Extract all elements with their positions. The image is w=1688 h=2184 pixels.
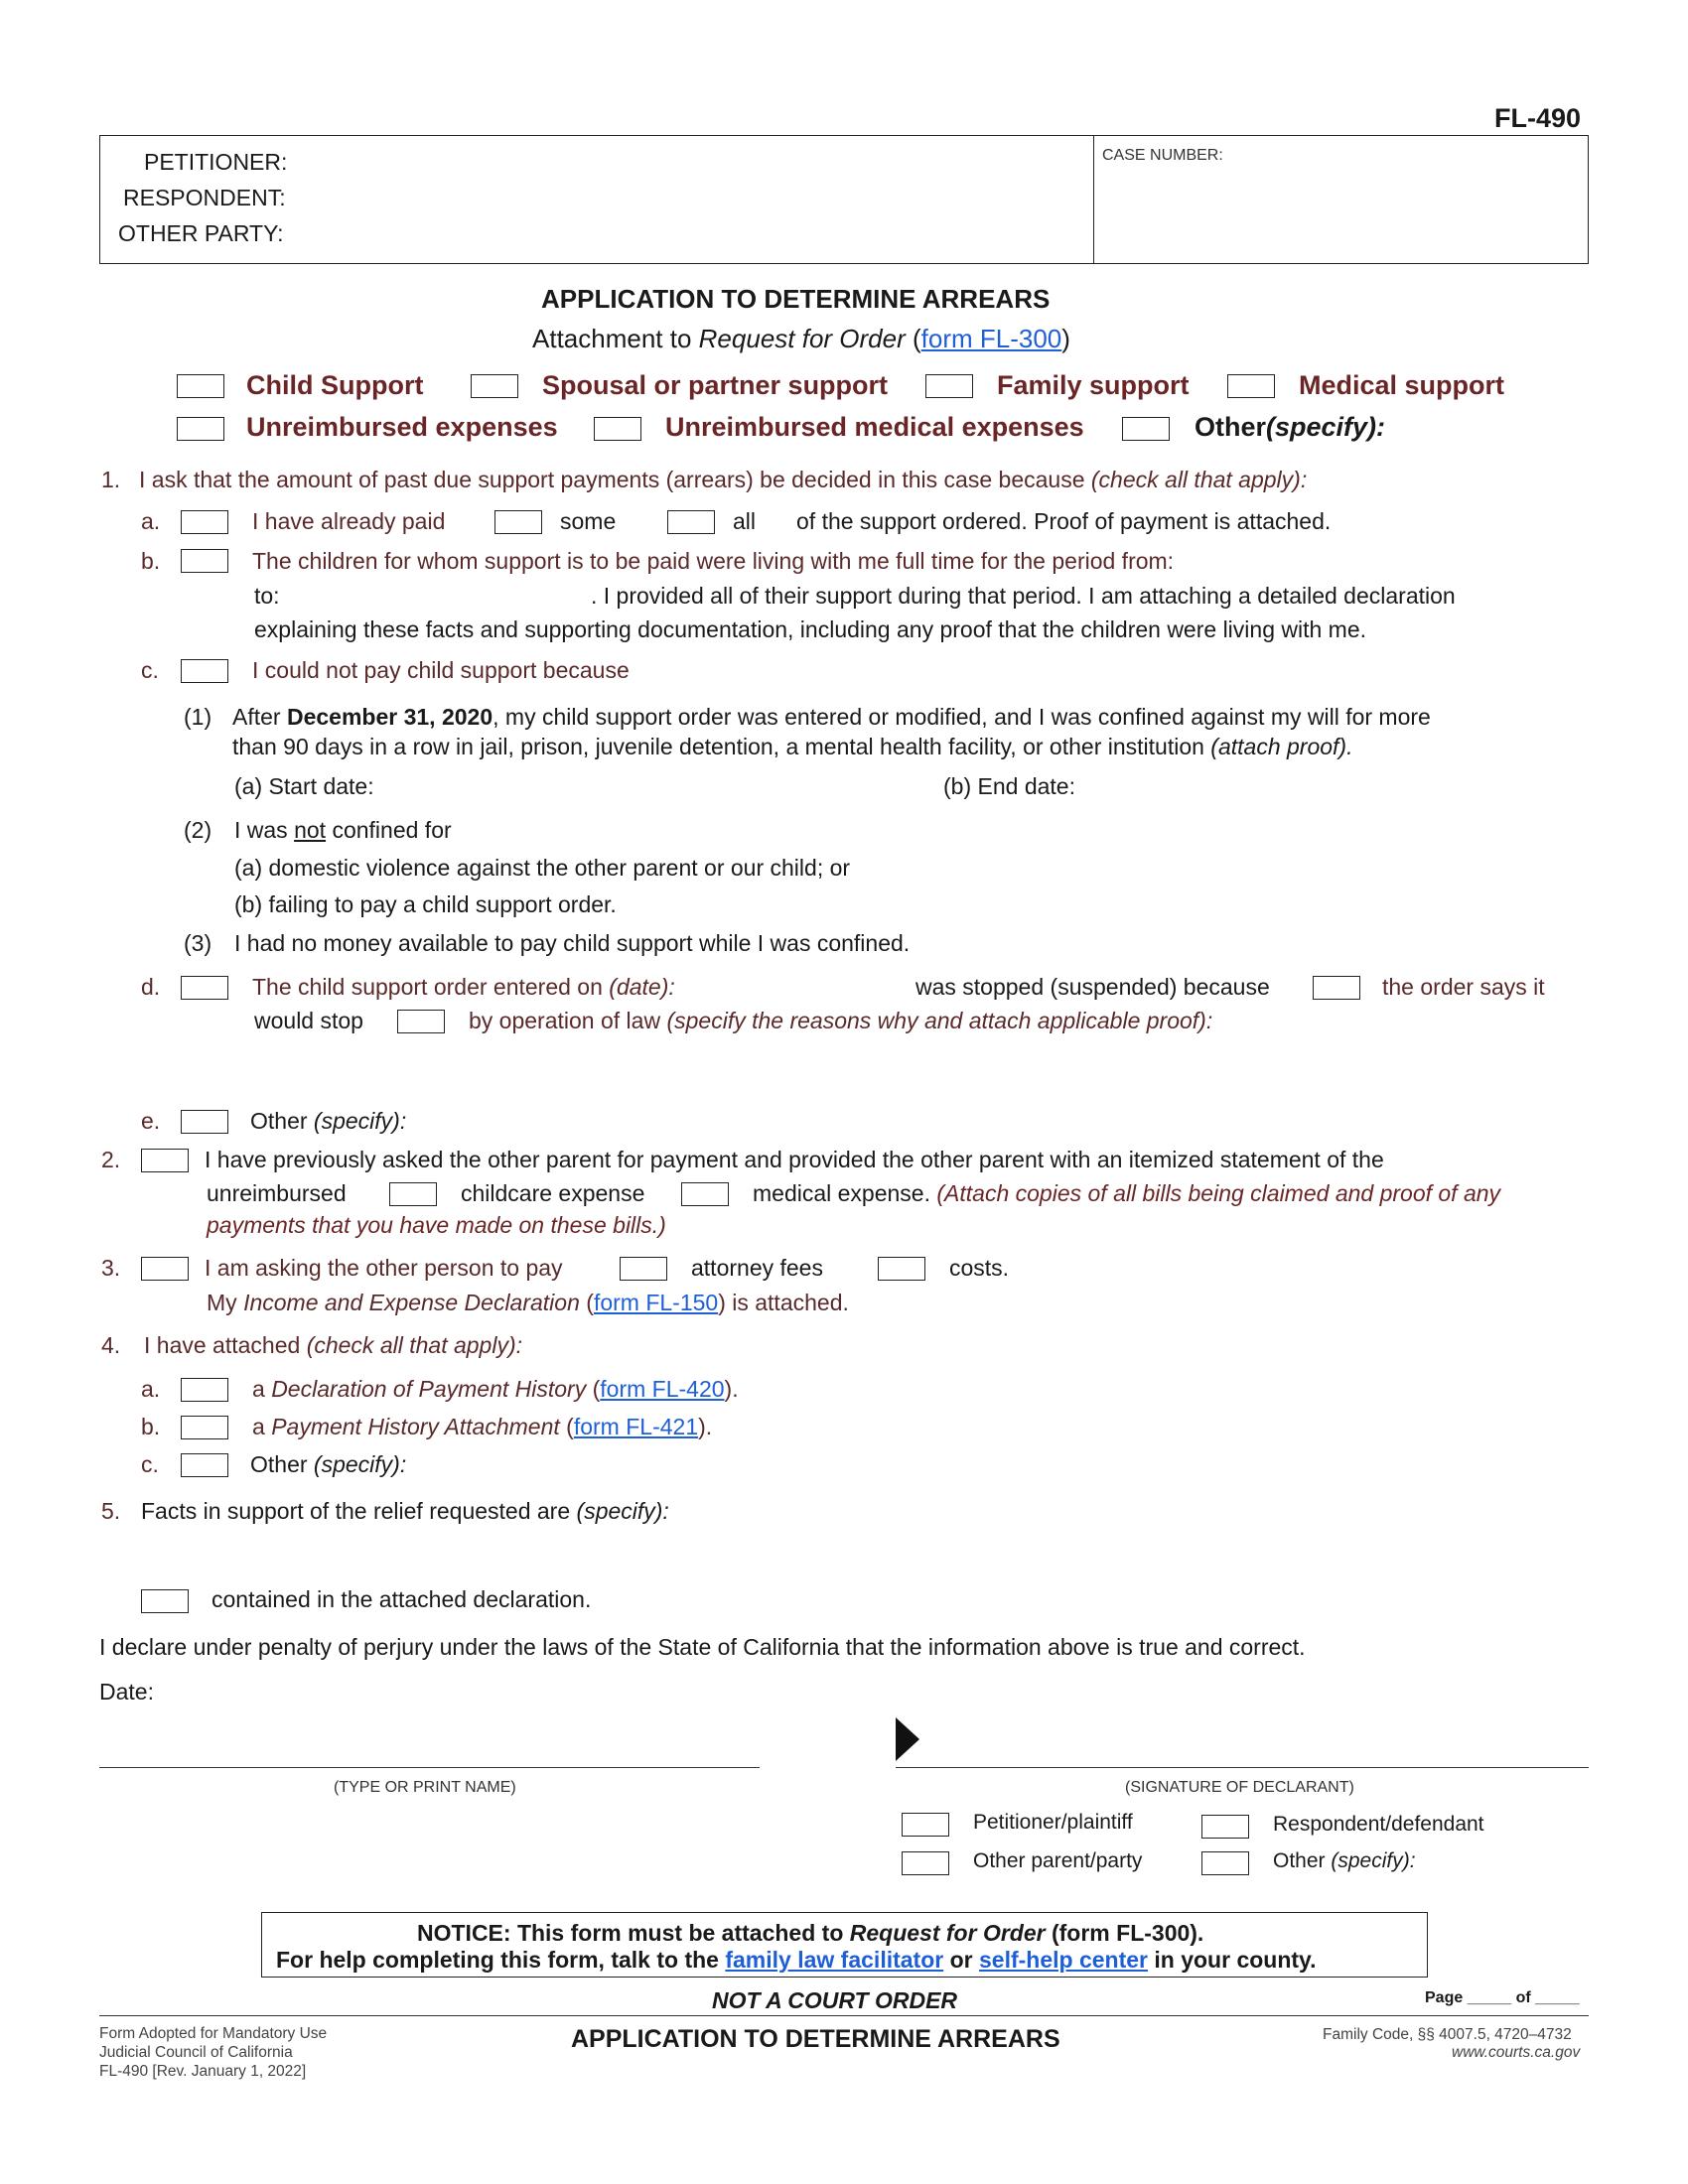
not-court-order: NOT A COURT ORDER <box>712 1987 958 2013</box>
item4b-italic: Payment History Attachment <box>271 1414 560 1439</box>
item4-hint: (check all that apply): <box>306 1332 523 1358</box>
footer-title: APPLICATION TO DETERMINE ARREARS <box>571 2025 1060 2053</box>
attach-close: ) <box>1061 324 1070 353</box>
footer-rule <box>99 2015 1589 2016</box>
print-name-line <box>99 1767 760 1768</box>
item1a-text: I have already paid <box>252 508 446 534</box>
item1a-checkbox[interactable] <box>181 510 228 534</box>
signature-arrow-icon <box>896 1717 919 1761</box>
other-support-checkbox[interactable] <box>1122 417 1170 441</box>
form-id: FL-490 <box>1494 103 1582 133</box>
item5-specify: (specify): <box>576 1498 669 1524</box>
item1c2-number: (2) <box>184 817 212 843</box>
other-parent-label: Other parent/party <box>973 1849 1143 1872</box>
notice-line2-pre: For help completing this form, talk to the <box>276 1947 719 1973</box>
c2-not: not <box>294 817 327 843</box>
item2-medical <box>753 1180 1500 1207</box>
family-code: Family Code, §§ 4007.5, 4720–4732 <box>1323 2026 1572 2043</box>
item3-line2 <box>207 1290 849 1316</box>
petitioner-label: Petitioner/plaintiff <box>973 1811 1133 1834</box>
item4a-italic: Declaration of Payment History <box>271 1376 587 1402</box>
e-specify: (specify): <box>313 1108 407 1134</box>
item2-checkbox[interactable] <box>141 1149 189 1172</box>
respondent-checkbox[interactable] <box>1201 1815 1249 1839</box>
unreimbursed-medical-checkbox[interactable] <box>594 417 641 441</box>
item1e-letter: e. <box>141 1108 161 1134</box>
item1d-stopped: was stopped (suspended) because <box>915 974 1270 1000</box>
item2-medical-text: medical expense. <box>753 1180 930 1206</box>
signer-other-specify: (specify): <box>1331 1849 1416 1872</box>
form-fl421-link[interactable]: form FL-421 <box>573 1414 699 1439</box>
adopted-line3: FL-490 [Rev. January 1, 2022] <box>99 2063 307 2080</box>
other-support-specify: (specify): <box>1266 412 1386 442</box>
other-party-label: OTHER PARTY: <box>118 220 284 246</box>
item4a-letter: a. <box>141 1376 161 1402</box>
item1a-all-label: all <box>733 508 757 534</box>
c2-post: confined for <box>332 817 452 843</box>
item1d-would-stop: would stop <box>254 1008 363 1033</box>
item1c-letter: c. <box>141 657 159 683</box>
item1b-text: The children for whom support is to be paid were living with me full time for the period from: <box>252 548 1175 574</box>
c1-date: December 31, 2020 <box>286 704 493 730</box>
medical-support-label: Medical support <box>1299 370 1505 400</box>
item1b-letter: b. <box>141 548 161 574</box>
item3-costs-checkbox[interactable] <box>878 1257 925 1281</box>
other-party-checkbox[interactable] <box>1201 1851 1249 1875</box>
item5-contained: contained in the attached declaration. <box>211 1586 592 1612</box>
page-number: Page _____ of _____ <box>1425 1989 1580 2006</box>
item1c1-line2 <box>232 734 1352 760</box>
other-support-label <box>1195 412 1385 443</box>
notice-line2-post: in your county. <box>1154 1947 1317 1973</box>
form-title: APPLICATION TO DETERMINE ARREARS <box>541 284 1051 314</box>
caption-divider <box>1093 136 1094 263</box>
item1a-some-checkbox[interactable] <box>494 510 542 534</box>
item2-medical-checkbox[interactable] <box>681 1182 729 1206</box>
item1d-operation-law-checkbox[interactable] <box>397 1010 445 1033</box>
item1a-all-checkbox[interactable] <box>667 510 715 534</box>
item2-childcare-checkbox[interactable] <box>389 1182 437 1206</box>
item1a-letter: a. <box>141 508 161 534</box>
item4a-checkbox[interactable] <box>181 1378 228 1402</box>
notice-line1-italic: Request for Order <box>849 1920 1046 1946</box>
item4b-checkbox[interactable] <box>181 1416 228 1439</box>
item4c-text <box>250 1451 406 1478</box>
c2-pre: I was <box>234 817 288 843</box>
item1c3-number: (3) <box>184 930 212 956</box>
perjury-declaration: I declare under penalty of perjury under the laws of the State of California that the information above is true and correct. <box>99 1634 1306 1660</box>
item3-attorney: attorney fees <box>691 1255 823 1281</box>
item3-number: 3. <box>101 1255 121 1281</box>
family-support-checkbox[interactable] <box>925 374 973 398</box>
item3-line2-open: ( <box>586 1290 594 1315</box>
d-law: by operation of law <box>469 1008 661 1033</box>
item3-line2-post: ) is attached. <box>718 1290 849 1315</box>
item1c-checkbox[interactable] <box>181 659 228 683</box>
unreimbursed-medical-label: Unreimbursed medical expenses <box>665 412 1084 442</box>
d-text1: The child support order entered on <box>252 974 603 1000</box>
respondent-label: Respondent/defendant <box>1273 1813 1484 1836</box>
notice-or: or <box>949 1947 973 1973</box>
item2-attach1: (Attach copies of all bills being claimed and proof of any <box>936 1180 1501 1206</box>
item3-attorney-checkbox[interactable] <box>620 1257 667 1281</box>
spousal-support-checkbox[interactable] <box>471 374 518 398</box>
item3-checkbox[interactable] <box>141 1257 189 1281</box>
item1b-to-label: to: <box>254 583 280 609</box>
signer-other: Other <box>1273 1849 1326 1872</box>
item1d-letter: d. <box>141 974 161 1000</box>
item5-declaration-checkbox[interactable] <box>141 1589 189 1613</box>
item4-main: I have attached <box>144 1332 301 1358</box>
signature-line <box>896 1767 1589 1768</box>
item1d-order-says-checkbox[interactable] <box>1313 976 1360 1000</box>
respondent-label: RESPONDENT: <box>123 185 286 210</box>
item2-text: I have previously asked the other parent for payment and provided the other parent with an itemized statement of the <box>205 1147 1384 1172</box>
form-fl420-link[interactable]: form FL-420 <box>600 1376 725 1402</box>
item1c1-number: (1) <box>184 704 212 730</box>
date-label: Date: <box>99 1679 154 1705</box>
notice-line1-post: (form FL-300). <box>1051 1920 1204 1946</box>
attach-prefix: Attachment to <box>532 324 692 353</box>
attach-open: ( <box>912 324 921 353</box>
item1-hint: (check all that apply): <box>1090 467 1308 492</box>
form-fl300-link[interactable]: form FL-300 <box>920 324 1062 353</box>
item4-text <box>144 1332 522 1359</box>
item4c-specify: (specify): <box>313 1451 407 1477</box>
other-party-signer-label <box>1273 1849 1416 1873</box>
item4c-other: Other <box>250 1451 308 1477</box>
item1e-text <box>250 1108 406 1135</box>
item4c-letter: c. <box>141 1451 159 1477</box>
item1c2b: (b) failing to pay a child support order. <box>234 891 617 917</box>
notice-line2 <box>276 1947 1317 1974</box>
item4a-text: a Declaration of Payment History (form FL-420). <box>252 1376 739 1402</box>
item3-text: I am asking the other person to pay <box>205 1255 563 1281</box>
item1c2-text <box>234 817 452 844</box>
item4b-letter: b. <box>141 1414 161 1439</box>
item2-number: 2. <box>101 1147 121 1172</box>
case-number-label: CASE NUMBER: <box>1102 147 1223 164</box>
item1c1a-start-date: (a) Start date: <box>234 773 374 799</box>
item1-number: 1. <box>101 467 121 492</box>
form-fl150-link[interactable]: form FL-150 <box>593 1290 719 1315</box>
item3-line2-pre: My <box>207 1290 237 1315</box>
attach-italic: Request for Order <box>698 324 906 353</box>
c1-line2-text: than 90 days in a row in jail, prison, juvenile detention, a mental health facility, or other institution <box>232 734 1204 759</box>
unreimbursed-expenses-checkbox[interactable] <box>177 417 224 441</box>
petitioner-label: PETITIONER: <box>144 149 288 175</box>
item1d-operation-law <box>469 1008 1212 1034</box>
item5-main: Facts in support of the relief requested are <box>141 1498 571 1524</box>
d-date: (date): <box>609 974 675 1000</box>
item2-childcare: childcare expense <box>461 1180 645 1206</box>
item1b-checkbox[interactable] <box>181 549 228 573</box>
item1d-checkbox[interactable] <box>181 976 228 1000</box>
spousal-support-label: Spousal or partner support <box>542 370 889 400</box>
item4c-checkbox[interactable] <box>181 1453 228 1477</box>
signature-caption: (SIGNATURE OF DECLARANT) <box>1125 1779 1354 1796</box>
item1b-text3: explaining these facts and supporting documentation, including any proof that the children were living with me. <box>254 616 1367 642</box>
adopted-line1: Form Adopted for Mandatory Use <box>99 2025 328 2042</box>
notice-line1-pre: NOTICE: This form must be attached to <box>417 1920 844 1946</box>
item1c2a: (a) domestic violence against the other parent or our child; or <box>234 855 851 881</box>
item5-number: 5. <box>101 1498 121 1524</box>
child-support-label: Child Support <box>246 370 424 400</box>
item1c1b-end-date: (b) End date: <box>943 773 1075 799</box>
item4b-text: a Payment History Attachment (form FL-421). <box>252 1414 713 1439</box>
item5-text <box>141 1498 669 1525</box>
self-help-center-link[interactable]: self-help center <box>979 1947 1148 1973</box>
item3-line2-italic: Income and Expense Declaration <box>243 1290 580 1315</box>
courts-website-link[interactable]: www.courts.ca.gov <box>1452 2044 1581 2061</box>
other-parent-checkbox[interactable] <box>902 1851 949 1875</box>
attachment-line <box>532 324 1070 354</box>
caption-box <box>99 135 1589 264</box>
item1c3-text: I had no money available to pay child support while I was confined. <box>234 930 911 956</box>
item1d-order-says: the order says it <box>1382 974 1545 1000</box>
item1-text <box>139 467 1307 493</box>
petitioner-checkbox[interactable] <box>902 1813 949 1837</box>
c1-attach: (attach proof). <box>1210 734 1353 759</box>
family-support-label: Family support <box>997 370 1190 400</box>
print-name-caption: (TYPE OR PRINT NAME) <box>334 1779 516 1796</box>
item2-unreimbursed: unreimbursed <box>207 1180 347 1206</box>
item1a-some-label: some <box>560 508 617 534</box>
item1a-text2: of the support ordered. Proof of payment is attached. <box>796 508 1332 534</box>
other-support-text: Other <box>1195 412 1267 442</box>
item1c1-line1 <box>232 704 1431 731</box>
c1-pre: After <box>232 704 281 730</box>
item4a-pre: a <box>252 1376 265 1402</box>
c1-post: , my child support order was entered or modified, and I was confined against my will for more <box>492 704 1431 730</box>
item4b-pre: a <box>252 1414 265 1439</box>
notice-line1 <box>417 1920 1203 1947</box>
item1-main: I ask that the amount of past due support payments (arrears) be decided in this case because <box>139 467 1085 492</box>
family-law-facilitator-link[interactable]: family law facilitator <box>725 1947 944 1973</box>
medical-support-checkbox[interactable] <box>1227 374 1275 398</box>
adopted-line2: Judicial Council of California <box>99 2044 293 2061</box>
item1b-text2: . I provided all of their support during that period. I am attaching a detailed declaration <box>591 583 1456 609</box>
item3-costs: costs. <box>949 1255 1010 1281</box>
item1c-text: I could not pay child support because <box>252 657 630 683</box>
item1e-checkbox[interactable] <box>181 1110 228 1134</box>
d-specify: (specify the reasons why and attach applicable proof): <box>666 1008 1213 1033</box>
child-support-checkbox[interactable] <box>177 374 224 398</box>
e-text: Other <box>250 1108 308 1134</box>
item4-number: 4. <box>101 1332 121 1358</box>
unreimbursed-expenses-label: Unreimbursed expenses <box>246 412 558 442</box>
item2-attach2: payments that you have made on these bills.) <box>207 1212 666 1238</box>
item1d-text <box>252 974 675 1001</box>
